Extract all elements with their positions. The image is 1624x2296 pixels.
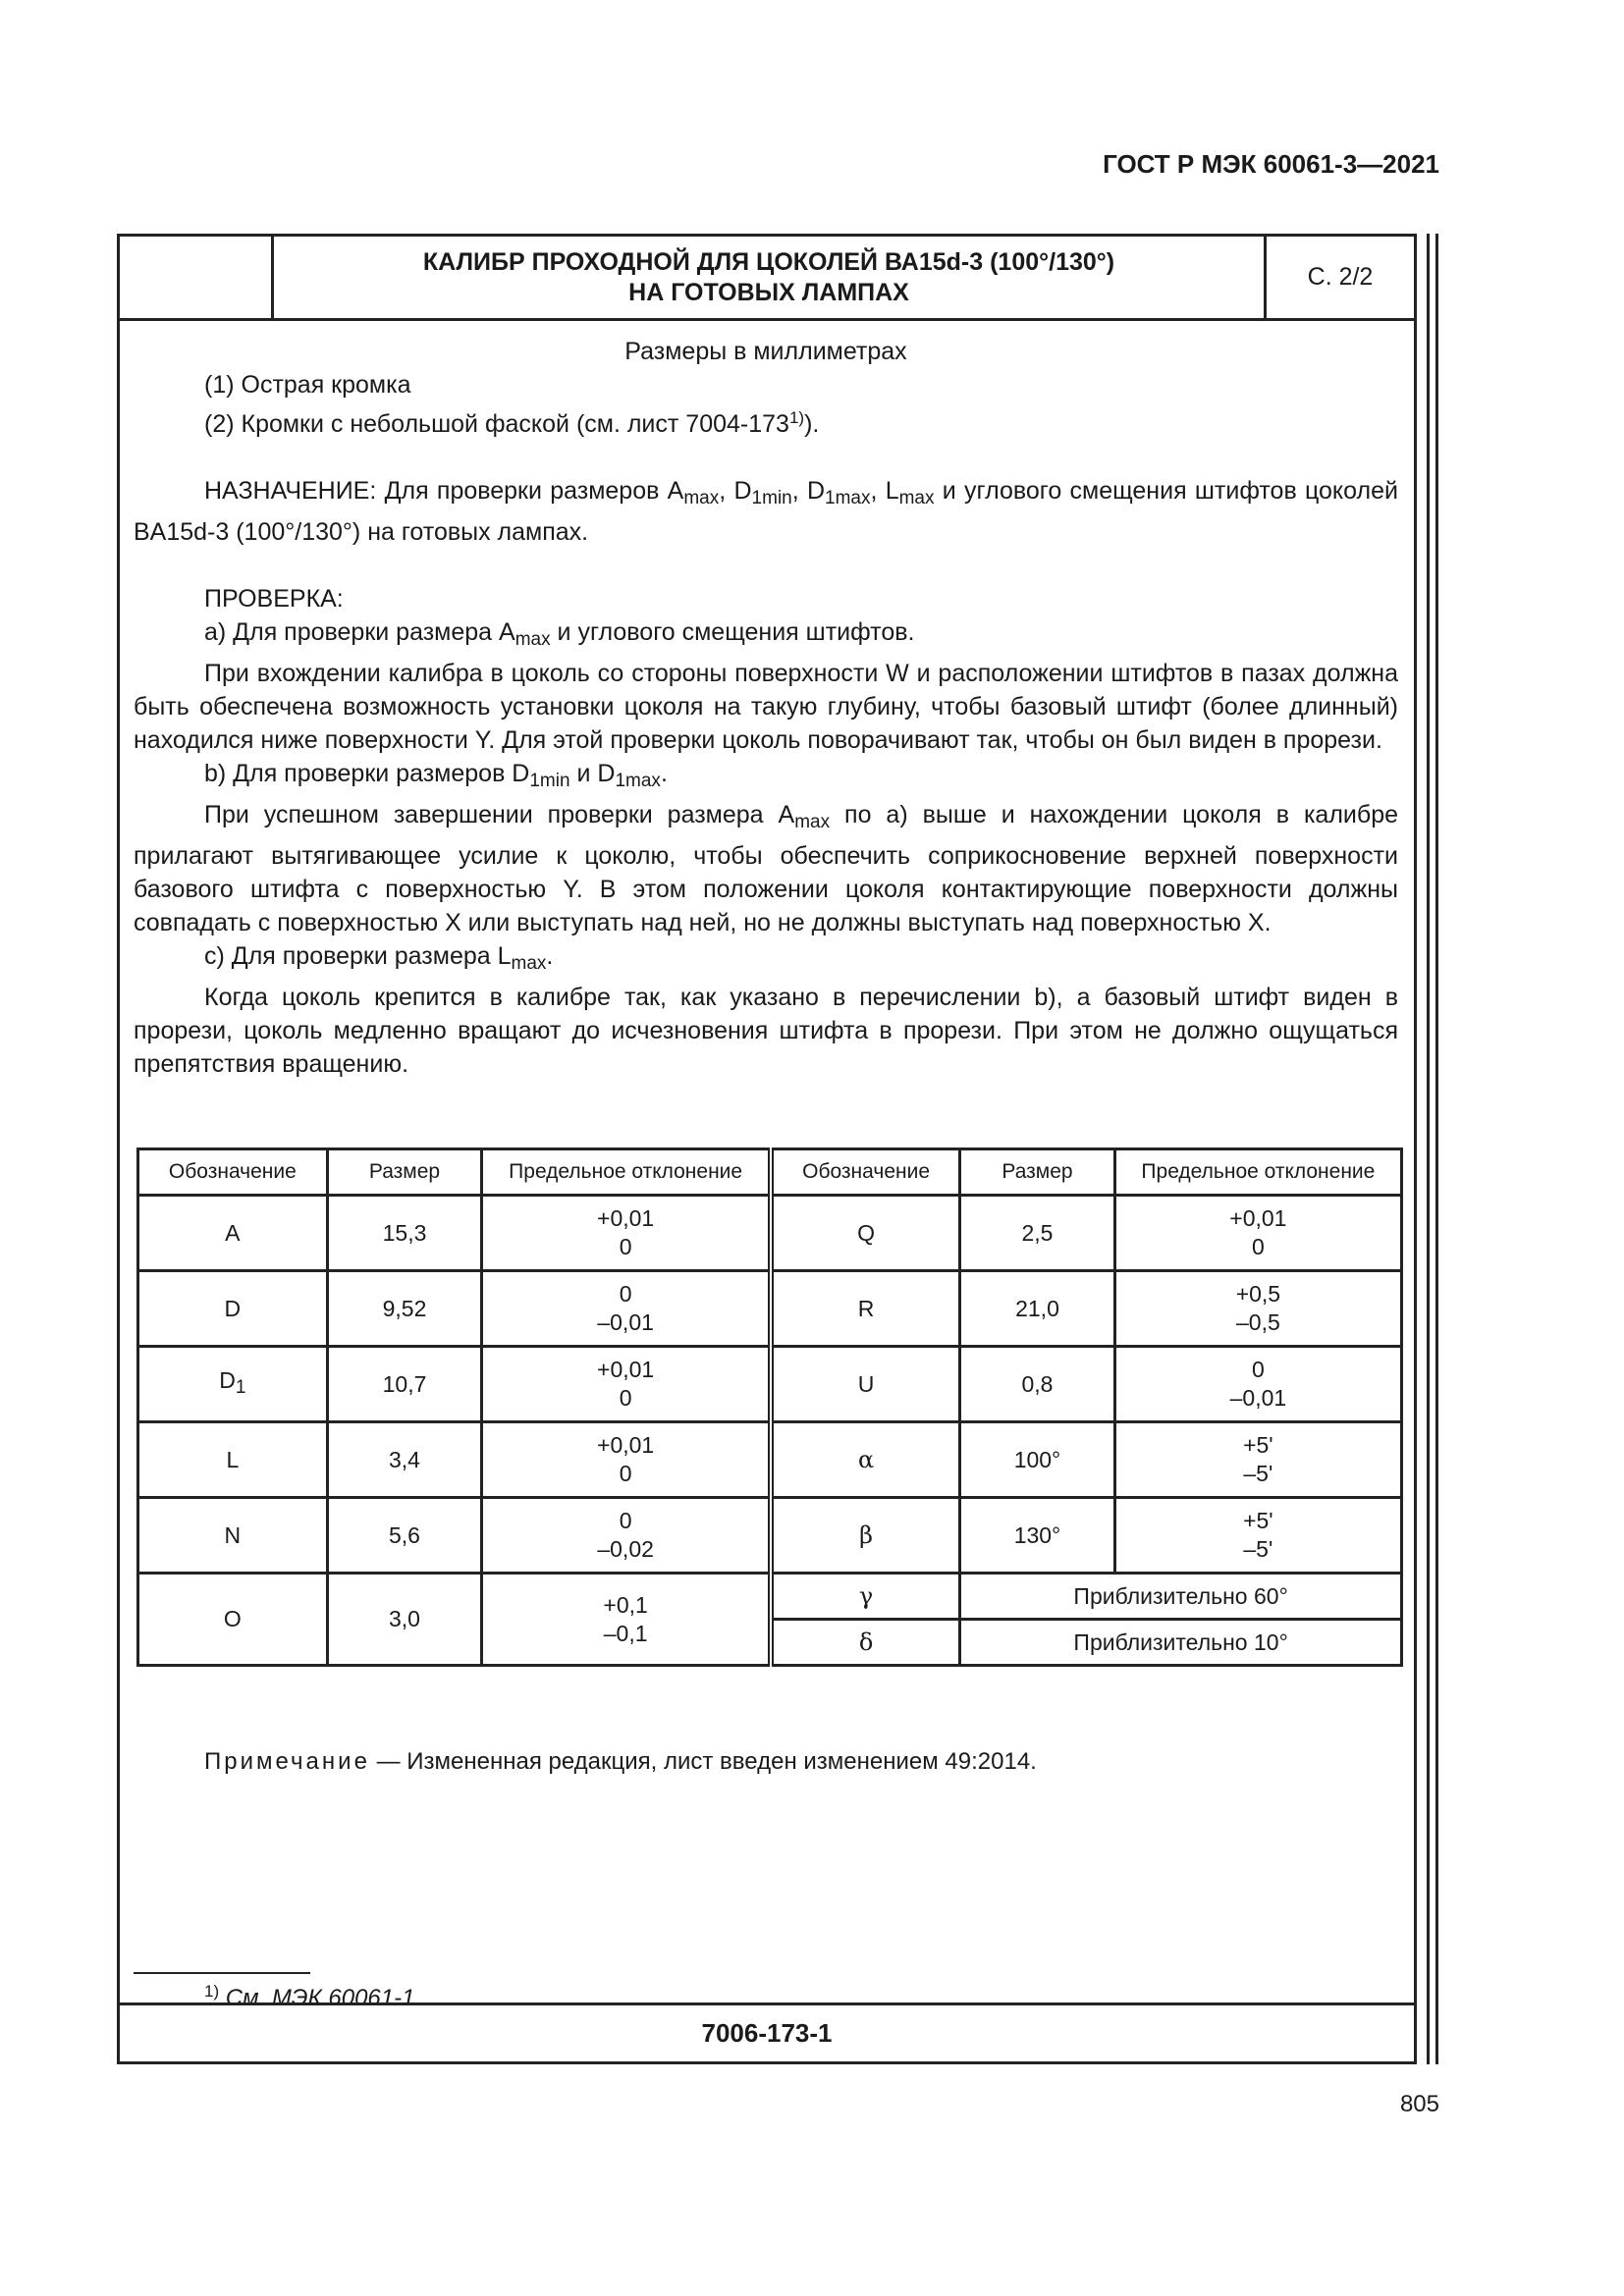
size-cell: 3,4 (327, 1422, 482, 1498)
size-cell: 3,0 (327, 1574, 482, 1666)
size-cell: 100° (960, 1422, 1115, 1498)
sheet-title (274, 237, 1267, 318)
note: Примечание — Измененная редакция, лист введен изменением 49:2014. (204, 1748, 1037, 1775)
col-header: Обозначение (771, 1149, 960, 1196)
sheet-page: С. 2/2 (1307, 263, 1374, 291)
symbol-cell: L (138, 1422, 328, 1498)
tolerance-cell: +0,01 0 (482, 1196, 771, 1271)
size-cell: 9,52 (327, 1271, 482, 1347)
check-a-heading: a) Для проверки размера $A_{max}$ и углового смещения штифтов. (204, 618, 915, 650)
symbol-cell: D (138, 1271, 328, 1347)
col-header: Предельное отклонение (482, 1149, 771, 1196)
col-header: Размер (327, 1149, 482, 1196)
tolerance-cell: +0,5 –0,5 (1114, 1271, 1401, 1347)
symbol-cell: N (138, 1498, 328, 1574)
dimensions-table (136, 1148, 1403, 1667)
col-header: Обозначение (138, 1149, 328, 1196)
table-row (138, 1574, 1402, 1620)
frame-edge-line (1427, 234, 1430, 2064)
standard-code: ГОСТ Р МЭК 60061-3—2021 (1103, 149, 1439, 179)
check-c-heading: c) Для проверки размера $L_{max}$. (204, 942, 554, 974)
tolerance-cell: 0 –0,01 (482, 1271, 771, 1347)
col-header: Размер (960, 1149, 1115, 1196)
header-blank-cell (120, 237, 274, 318)
symbol-cell: α (771, 1422, 960, 1498)
sheet-frame (117, 234, 1417, 2064)
table-row (138, 1347, 1402, 1422)
purpose-paragraph: НАЗНАЧЕНИЕ: Для проверки размеров $A_{max}$, $D_{1min}$, $D_{1max}$, $L_{max}$ и углового смещения штифтов цоколей BA15d-3 (100°/130°) на готовых лампах. (134, 477, 1398, 546)
tolerance-cell: 0 –0,02 (482, 1498, 771, 1574)
table-row (138, 1498, 1402, 1574)
tolerance-cell: +0,01 0 (482, 1347, 771, 1422)
sheet-content (134, 335, 1398, 1081)
check-b-text: При успешном завершении проверки размера $A_{max}$ по a) выше и нахождении цоколя в калибре прилагают вытягивающее усилие к цоколю, чтобы обеспечить соприкосновение верхней поверхности базового штифта с поверхностью Y. В этом положении цоколя контактирующие поверхности должны совпадать с поверхностью X или выступать над ней, но не должны выступать над поверхностью X. (134, 801, 1399, 936)
symbol-cell: $D_1$ (138, 1347, 328, 1422)
page-number: 805 (1399, 2091, 1439, 2117)
table-row (138, 1422, 1402, 1498)
table-header-row (138, 1149, 1402, 1196)
size-cell: 0,8 (960, 1347, 1115, 1422)
units-caption: Размеры в миллиметрах (624, 338, 907, 365)
tolerance-cell: +0,01 0 (1114, 1196, 1401, 1271)
symbol-cell: β (771, 1498, 960, 1574)
tolerance-cell: +5' –5' (1114, 1422, 1401, 1498)
symbol-cell: A (138, 1196, 328, 1271)
check-c-text: Когда цоколь крепится в калибре так, как указано в перечислении b), а базовый штифт виден в прорези, цоколь медленно вращают до исчезновения штифта в прорези. При этом не должно ощущаться препятствия вращению. (134, 984, 1398, 1078)
tolerance-cell: +0,01 0 (482, 1422, 771, 1498)
table-row (138, 1271, 1402, 1347)
footnote-divider (134, 1972, 310, 1974)
frame-edge-line (1435, 234, 1438, 2064)
legend-item-2: (2) Кромки с небольшой фаской (см. лист 7004-173$^{1)}$). (204, 408, 820, 438)
symbol-cell: R (771, 1271, 960, 1347)
approx-cell: Приблизительно 60° (960, 1574, 1402, 1620)
symbol-cell: δ (771, 1620, 960, 1666)
sheet-title-line2: НА ГОТОВЫХ ЛАМПАХ (628, 278, 909, 306)
footnote: $^{1)}$ См. МЭК 60061-1. (204, 1982, 422, 2011)
tolerance-cell: +0,1 –0,1 (482, 1574, 771, 1666)
check-b-heading: b) Для проверки размеров $D_{1min}$ и $D_{1max}$. (204, 760, 668, 791)
tolerance-cell: +5' –5' (1114, 1498, 1401, 1574)
symbol-cell: Q (771, 1196, 960, 1271)
symbol-cell: γ (771, 1574, 960, 1620)
table-row (138, 1196, 1402, 1271)
symbol-cell: O (138, 1574, 328, 1666)
size-cell: 21,0 (960, 1271, 1115, 1347)
sheet-number: 7006-173-1 (120, 2002, 1414, 2061)
col-header: Предельное отклонение (1114, 1149, 1401, 1196)
symbol-cell: U (771, 1347, 960, 1422)
size-cell: 2,5 (960, 1196, 1115, 1271)
legend-item-1: (1) Острая кромка (204, 371, 411, 399)
sheet-title-line1: КАЛИБР ПРОХОДНОЙ ДЛЯ ЦОКОЛЕЙ ВА15d-3 (100°/130°) (422, 247, 1115, 276)
size-cell: 5,6 (327, 1498, 482, 1574)
approx-cell: Приблизительно 10° (960, 1620, 1402, 1666)
check-title: ПРОВЕРКА: (204, 585, 344, 613)
tolerance-cell: 0 –0,01 (1114, 1347, 1401, 1422)
sheet-header (120, 237, 1414, 321)
size-cell: 15,3 (327, 1196, 482, 1271)
check-a-text: При вхождении калибра в цоколь со стороны поверхности W и расположении штифтов в пазах должна быть обеспечена возможность установки цоколя на такую глубину, чтобы базовый штифт (более длинный) находился ниже поверхности Y. Для этой проверки цоколь поворачивают так, чтобы он был виден в прорези. (134, 660, 1398, 754)
size-cell: 10,7 (327, 1347, 482, 1422)
size-cell: 130° (960, 1498, 1115, 1574)
